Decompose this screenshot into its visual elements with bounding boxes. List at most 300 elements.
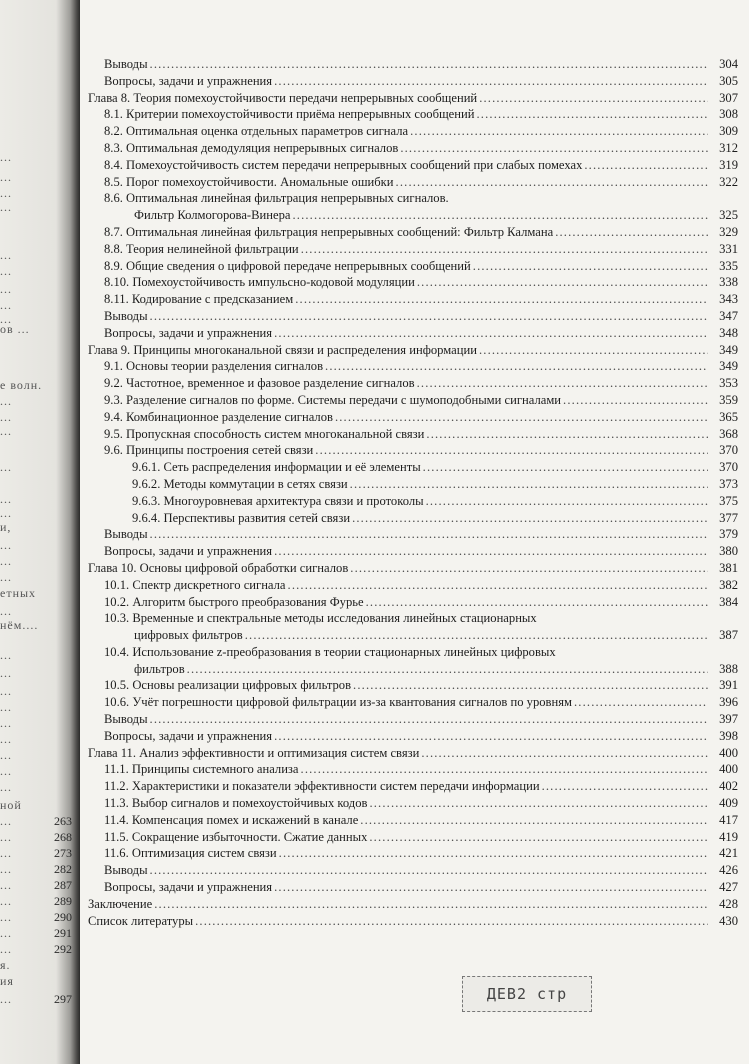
left-page-line bbox=[0, 460, 72, 474]
left-page-line-text: ... bbox=[0, 684, 12, 698]
toc-entry[interactable] bbox=[88, 274, 738, 291]
toc-leader-dots bbox=[473, 258, 708, 275]
toc-page-number: 396 bbox=[719, 695, 738, 710]
left-page-line bbox=[0, 716, 72, 730]
left-page-line-text: нём.... bbox=[0, 618, 39, 632]
left-page-line bbox=[0, 282, 72, 296]
left-page-line-text: ... bbox=[0, 830, 12, 844]
left-page-line-number: 273 bbox=[54, 846, 72, 860]
toc-entry-label: 9.6.4. Перспективы развития сетей связи bbox=[132, 510, 351, 525]
left-page-line bbox=[0, 958, 72, 972]
toc-leader-dots bbox=[410, 123, 708, 140]
toc-entry[interactable] bbox=[88, 358, 738, 375]
left-page-line bbox=[0, 862, 72, 876]
toc-page-number: 348 bbox=[719, 325, 738, 340]
toc-leader-dots bbox=[350, 560, 708, 577]
left-page-line-text: ... bbox=[0, 814, 12, 828]
toc-page-number: 304 bbox=[719, 57, 738, 71]
left-page-line-number: 268 bbox=[54, 830, 72, 844]
left-page-line bbox=[0, 798, 72, 812]
left-page-line bbox=[0, 128, 72, 142]
toc-page-number: 380 bbox=[719, 544, 738, 559]
toc-entry-label: 11.2. Характеристики и показатели эффективности систем передачи информации bbox=[104, 779, 540, 794]
left-page-line bbox=[0, 586, 72, 600]
left-page-line bbox=[0, 248, 72, 262]
toc-entry-label: 9.6.3. Многоуровневая архитектура связи и протоколы bbox=[132, 493, 424, 508]
toc-page-number: 421 bbox=[719, 846, 738, 861]
left-page-line-text: ... bbox=[0, 926, 12, 940]
toc-page-number: 329 bbox=[719, 224, 738, 239]
toc-leader-dots bbox=[350, 476, 708, 493]
toc-page-number: 373 bbox=[719, 476, 738, 491]
toc-page-number: 312 bbox=[719, 140, 738, 155]
left-page-line-text: ... bbox=[0, 910, 12, 924]
left-page-line-text: ... bbox=[0, 700, 12, 714]
toc-entry-label: Глава 9. Принципы многоканальной связи и распределения информации bbox=[88, 342, 477, 357]
toc-entry[interactable] bbox=[88, 73, 738, 90]
toc-entry-label: 11.5. Сокращение избыточности. Сжатие данных bbox=[104, 829, 368, 844]
toc-leader-dots bbox=[369, 829, 708, 846]
left-page-line-text: ... bbox=[0, 648, 12, 662]
toc-entry-label: Глава 10. Основы цифровой обработки сигналов bbox=[88, 560, 349, 575]
toc-entry[interactable] bbox=[88, 342, 738, 359]
left-page-line bbox=[0, 992, 72, 1006]
left-page-line-text: етных bbox=[0, 586, 37, 600]
left-page-line bbox=[0, 186, 72, 200]
toc-entry[interactable] bbox=[88, 459, 738, 476]
toc-entry[interactable] bbox=[88, 190, 738, 207]
toc-entry[interactable] bbox=[88, 896, 738, 913]
toc-leader-dots bbox=[584, 157, 708, 174]
left-page-line bbox=[0, 830, 72, 844]
toc-leader-dots bbox=[366, 594, 708, 611]
left-page-line bbox=[0, 814, 72, 828]
left-page-line-text: ... bbox=[0, 732, 12, 746]
toc-entry[interactable] bbox=[88, 795, 738, 812]
left-page-line bbox=[0, 846, 72, 860]
toc-leader-dots bbox=[274, 543, 708, 560]
toc-leader-dots bbox=[301, 241, 708, 258]
left-page-line bbox=[0, 506, 72, 520]
left-page-line-text: ... bbox=[0, 200, 12, 214]
toc-page-number: 365 bbox=[719, 409, 738, 424]
toc-page-number: 400 bbox=[719, 745, 738, 760]
left-page-line-text: ... bbox=[0, 570, 12, 584]
toc-entry-label: 8.7. Оптимальная линейная фильтрация непрерывных сообщений: Фильтр Калмана bbox=[104, 224, 554, 239]
toc-entry-label: 8.5. Порог помехоустойчивости. Аномальные ошибки bbox=[104, 174, 394, 189]
left-page-line bbox=[0, 424, 72, 438]
toc-entry-label: 11.1. Принципы системного анализа bbox=[104, 762, 299, 777]
left-page-line bbox=[0, 80, 72, 94]
left-page-line bbox=[0, 520, 72, 534]
toc-entry-label: Выводы bbox=[104, 712, 148, 727]
toc-page-number: 384 bbox=[719, 594, 738, 609]
left-page-line-text: ... bbox=[0, 248, 12, 262]
toc-entry[interactable] bbox=[88, 241, 738, 258]
left-page-line-text: ... bbox=[0, 942, 12, 956]
left-page-line bbox=[0, 780, 72, 794]
toc-leader-dots bbox=[360, 812, 708, 829]
toc-page-number: 377 bbox=[719, 510, 738, 525]
toc-entry[interactable] bbox=[88, 207, 738, 224]
toc-page-number: 398 bbox=[719, 728, 738, 743]
left-page-line bbox=[0, 554, 72, 568]
table-of-contents bbox=[88, 56, 738, 929]
toc-leader-dots bbox=[245, 627, 708, 644]
toc-page-number: 391 bbox=[719, 678, 738, 693]
toc-entry-label: 9.3. Разделение сигналов по форме. Системы передачи с шумоподобными сигналами bbox=[104, 392, 562, 407]
toc-entry-label: Выводы bbox=[104, 863, 148, 878]
toc-page-number: 338 bbox=[719, 275, 738, 290]
left-page-line-number: 292 bbox=[54, 942, 72, 956]
toc-entry[interactable] bbox=[88, 560, 738, 577]
left-page-line-text: ... bbox=[0, 264, 12, 278]
toc-entry-label: Выводы bbox=[104, 527, 148, 542]
left-page-line bbox=[0, 214, 72, 228]
toc-leader-dots bbox=[301, 761, 708, 778]
toc-page-number: 409 bbox=[719, 796, 738, 811]
toc-leader-dots bbox=[325, 358, 708, 375]
left-page-line bbox=[0, 942, 72, 956]
toc-entry[interactable] bbox=[88, 594, 738, 611]
left-page-line-text: ... bbox=[0, 780, 12, 794]
toc-leader-dots bbox=[477, 106, 709, 123]
left-page-line bbox=[0, 974, 72, 988]
toc-leader-dots bbox=[574, 694, 708, 711]
toc-page-number: 370 bbox=[719, 460, 738, 475]
toc-entry[interactable] bbox=[88, 224, 738, 241]
toc-entry-label: 10.1. Спектр дискретного сигнала bbox=[104, 577, 286, 592]
toc-entry-label: 10.6. Учёт погрешности цифровой фильтрации из-за квантования сигналов по уровням bbox=[104, 695, 572, 710]
toc-leader-dots bbox=[426, 426, 708, 443]
toc-entry-label: Глава 11. Анализ эффективности и оптимизация систем связи bbox=[88, 745, 420, 760]
left-page-line-text: ... bbox=[0, 312, 12, 326]
left-page-line-text: ... bbox=[0, 666, 12, 680]
left-page-line-text: ... bbox=[0, 170, 12, 184]
left-page-line-text: ... bbox=[0, 604, 12, 618]
left-page-line bbox=[0, 748, 72, 762]
left-page-line bbox=[0, 110, 72, 124]
left-page-line bbox=[0, 170, 72, 184]
toc-leader-dots bbox=[555, 224, 708, 241]
toc-entry-label: 9.5. Пропускная способность систем многоканальной связи bbox=[104, 426, 425, 441]
toc-entry[interactable] bbox=[88, 543, 738, 560]
left-page-line-text: ... bbox=[0, 460, 12, 474]
left-page-line-text: ... bbox=[0, 394, 12, 408]
toc-entry[interactable] bbox=[88, 845, 738, 862]
toc-entry[interactable] bbox=[88, 577, 738, 594]
toc-page-number: 428 bbox=[719, 896, 738, 911]
toc-entry[interactable] bbox=[88, 728, 738, 745]
left-page-line-text: ... bbox=[0, 538, 12, 552]
left-page-line bbox=[0, 926, 72, 940]
left-page-line-text: ... bbox=[0, 894, 12, 908]
toc-entry[interactable] bbox=[88, 308, 738, 325]
toc-entry[interactable] bbox=[88, 627, 738, 644]
toc-entry-label: 8.8. Теория нелинейной фильтрации bbox=[104, 241, 299, 256]
left-page-line bbox=[0, 298, 72, 312]
toc-entry[interactable] bbox=[88, 325, 738, 342]
toc-leader-dots bbox=[150, 308, 708, 325]
toc-entry[interactable] bbox=[88, 426, 738, 443]
left-page-line-text: ... bbox=[0, 862, 12, 876]
toc-page-number: 353 bbox=[719, 376, 738, 391]
toc-leader-dots bbox=[400, 140, 708, 157]
left-page-line-text: ... bbox=[0, 410, 12, 424]
toc-leader-dots bbox=[369, 795, 708, 812]
toc-entry-label: 8.6. Оптимальная линейная фильтрация непрерывных сигналов. bbox=[104, 191, 449, 206]
left-page-line bbox=[0, 910, 72, 924]
toc-entry-label: 9.6. Принципы построения сетей связи bbox=[104, 443, 314, 458]
toc-page-number: 426 bbox=[719, 863, 738, 878]
toc-entry-label: 8.2. Оптимальная оценка отдельных параметров сигнала bbox=[104, 124, 409, 139]
toc-leader-dots bbox=[274, 879, 708, 896]
left-page-line bbox=[0, 570, 72, 584]
toc-entry-label: 10.4. Использование z-преобразования в теории стационарных линейных цифровых bbox=[104, 644, 556, 659]
left-page-line-number: 282 bbox=[54, 862, 72, 876]
toc-entry[interactable] bbox=[88, 526, 738, 543]
left-page-line bbox=[0, 322, 72, 336]
toc-leader-dots bbox=[154, 896, 708, 913]
toc-leader-dots bbox=[353, 677, 708, 694]
left-page-line-text: ... bbox=[0, 878, 12, 892]
toc-page-number: 335 bbox=[719, 258, 738, 273]
toc-leader-dots bbox=[150, 56, 708, 73]
toc-page-number: 308 bbox=[719, 107, 738, 122]
toc-entry[interactable] bbox=[88, 644, 738, 661]
toc-entry-label: фильтров bbox=[134, 661, 185, 676]
toc-entry[interactable] bbox=[88, 90, 738, 107]
left-page-line bbox=[0, 492, 72, 506]
toc-entry[interactable] bbox=[88, 761, 738, 778]
toc-leader-dots bbox=[279, 845, 708, 862]
toc-entry[interactable] bbox=[88, 711, 738, 728]
toc-entry-label: 10.3. Временные и спектральные методы исследования линейных стационарных bbox=[104, 611, 537, 626]
toc-page-number: 307 bbox=[719, 90, 738, 105]
toc-entry[interactable] bbox=[88, 123, 738, 140]
toc-page-number: 349 bbox=[719, 359, 738, 374]
left-page-line bbox=[0, 394, 72, 408]
toc-entry[interactable] bbox=[88, 106, 738, 123]
toc-entry-label: Вопросы, задачи и упражнения bbox=[104, 544, 273, 559]
toc-entry-label: 9.6.1. Сеть распределения информации и её элементы bbox=[132, 460, 421, 475]
toc-leader-dots bbox=[315, 442, 708, 459]
toc-entry[interactable] bbox=[88, 661, 738, 678]
toc-entry-label: 11.6. Оптимизация систем связи bbox=[104, 846, 277, 861]
toc-leader-dots bbox=[542, 778, 708, 795]
toc-page-number: 397 bbox=[719, 712, 738, 727]
toc-leader-dots bbox=[274, 728, 708, 745]
left-page-line bbox=[0, 40, 72, 54]
toc-entry[interactable] bbox=[88, 476, 738, 493]
toc-page-number: 370 bbox=[719, 443, 738, 458]
toc-page-number: 349 bbox=[719, 342, 738, 357]
left-page-line bbox=[0, 666, 72, 680]
toc-page-number: 382 bbox=[719, 577, 738, 592]
toc-page-number: 322 bbox=[719, 174, 738, 189]
toc-page-number: 331 bbox=[719, 241, 738, 256]
toc-leader-dots bbox=[563, 392, 708, 409]
left-page-line bbox=[0, 604, 72, 618]
left-page-line-number: 263 bbox=[54, 814, 72, 828]
toc-entry[interactable] bbox=[88, 778, 738, 795]
left-page-line-text: ... bbox=[0, 150, 12, 164]
toc-leader-dots bbox=[274, 325, 708, 342]
toc-entry[interactable] bbox=[88, 510, 738, 527]
left-page-line bbox=[0, 410, 72, 424]
toc-entry-label: Заключение bbox=[88, 896, 153, 911]
toc-leader-dots bbox=[423, 459, 708, 476]
left-page-line-text: я. bbox=[0, 958, 11, 972]
toc-entry-label: Глава 8. Теория помехоустойчивости передачи непрерывных сообщений bbox=[88, 90, 478, 105]
left-page-line-text: ов ... bbox=[0, 322, 30, 336]
toc-entry-label: 9.4. Комбинационное разделение сигналов bbox=[104, 409, 333, 424]
toc-entry-label: Вопросы, задачи и упражнения bbox=[104, 880, 273, 895]
toc-page-number: 347 bbox=[719, 308, 738, 323]
left-page-line-number: 297 bbox=[54, 992, 72, 1006]
toc-entry[interactable] bbox=[88, 913, 738, 930]
left-page-line bbox=[0, 894, 72, 908]
left-page-line-text: ... bbox=[0, 554, 12, 568]
toc-entry-label: 9.1. Основы теории разделения сигналов bbox=[104, 359, 324, 374]
toc-leader-dots bbox=[417, 375, 708, 392]
toc-page-number: 325 bbox=[719, 208, 738, 223]
left-page-line bbox=[0, 538, 72, 552]
toc-entry-label: Список литературы bbox=[88, 913, 194, 928]
left-page-line-text: ... bbox=[0, 764, 12, 778]
toc-entry[interactable] bbox=[88, 677, 738, 694]
toc-entry-label: 8.11. Кодирование с предсказанием bbox=[104, 292, 294, 307]
left-page-line bbox=[0, 878, 72, 892]
toc-page-number: 419 bbox=[719, 829, 738, 844]
toc-entry[interactable] bbox=[88, 862, 738, 879]
toc-page-number: 381 bbox=[719, 560, 738, 575]
toc-page-number: 430 bbox=[719, 913, 738, 928]
toc-entry[interactable] bbox=[88, 829, 738, 846]
toc-entry[interactable] bbox=[88, 291, 738, 308]
toc-page-number: 319 bbox=[719, 157, 738, 172]
toc-entry[interactable] bbox=[88, 812, 738, 829]
toc-leader-dots bbox=[396, 174, 708, 191]
left-page-line-text: ... bbox=[0, 298, 12, 312]
toc-entry[interactable] bbox=[88, 157, 738, 174]
toc-leader-dots bbox=[187, 661, 708, 678]
left-page-line-text: ... bbox=[0, 748, 12, 762]
toc-page-number: 387 bbox=[719, 628, 738, 643]
left-page-line bbox=[0, 764, 72, 778]
toc-entry-label: 8.3. Оптимальная демодуляция непрерывных сигналов bbox=[104, 140, 399, 155]
left-page-line-number: 287 bbox=[54, 878, 72, 892]
left-page-line-text: и, bbox=[0, 520, 12, 534]
toc-entry-label: 9.6.2. Методы коммутации в сетях связи bbox=[132, 476, 348, 491]
left-page-line-number: 289 bbox=[54, 894, 72, 908]
left-page-line-number: 291 bbox=[54, 926, 72, 940]
toc-leader-dots bbox=[292, 207, 708, 224]
toc-entry-label: 10.5. Основы реализации цифровых фильтров bbox=[104, 678, 352, 693]
toc-page-number: 343 bbox=[719, 292, 738, 307]
toc-entry[interactable] bbox=[88, 140, 738, 157]
left-page-line-text: ... bbox=[0, 846, 12, 860]
toc-page-number: 359 bbox=[719, 392, 738, 407]
toc-entry[interactable] bbox=[88, 879, 738, 896]
left-page-line-text: ... bbox=[0, 492, 12, 506]
toc-page-number: 309 bbox=[719, 124, 738, 139]
toc-entry[interactable] bbox=[88, 392, 738, 409]
left-page-line bbox=[0, 732, 72, 746]
left-page-line bbox=[0, 618, 72, 632]
toc-entry[interactable] bbox=[88, 409, 738, 426]
toc-entry-label: 11.3. Выбор сигналов и помехоустойчивых кодов bbox=[104, 796, 368, 811]
toc-leader-dots bbox=[479, 90, 708, 107]
toc-entry-label: 10.2. Алгоритм быстрого преобразования Фурье bbox=[104, 594, 364, 609]
toc-entry-label: 8.1. Критерии помехоустойчивости приёма непрерывных сообщений bbox=[104, 107, 475, 122]
left-page-line bbox=[0, 684, 72, 698]
toc-entry[interactable] bbox=[88, 493, 738, 510]
left-page-line bbox=[0, 264, 72, 278]
left-page-line bbox=[0, 648, 72, 662]
toc-leader-dots bbox=[195, 913, 708, 930]
left-page-line-text: ... bbox=[0, 282, 12, 296]
left-page-line-text: ия bbox=[0, 974, 14, 988]
left-page-line-text: е волн. bbox=[0, 378, 43, 392]
toc-entry-label: Вопросы, задачи и упражнения bbox=[104, 73, 273, 88]
left-page-line-text: ... bbox=[0, 716, 12, 730]
toc-page-number: 417 bbox=[719, 812, 738, 827]
toc-entry-label: Вопросы, задачи и упражнения bbox=[104, 728, 273, 743]
toc-page-number: 427 bbox=[719, 880, 738, 895]
toc-page-number: 368 bbox=[719, 426, 738, 441]
left-page-line bbox=[0, 200, 72, 214]
toc-page-number: 388 bbox=[719, 661, 738, 676]
toc-leader-dots bbox=[274, 73, 708, 90]
left-page-line-text: ... bbox=[0, 992, 12, 1006]
toc-entry[interactable] bbox=[88, 375, 738, 392]
toc-entry-label: 11.4. Компенсация помех и искажений в канале bbox=[104, 812, 359, 827]
toc-page-number: 375 bbox=[719, 493, 738, 508]
left-page-line bbox=[0, 150, 72, 164]
toc-leader-dots bbox=[288, 577, 708, 594]
left-page-line-number: 290 bbox=[54, 910, 72, 924]
toc-leader-dots bbox=[479, 342, 708, 359]
toc-leader-dots bbox=[150, 862, 708, 879]
toc-entry[interactable] bbox=[88, 174, 738, 191]
toc-entry-label: Фильтр Колмогорова-Винера bbox=[134, 208, 291, 223]
toc-entry[interactable] bbox=[88, 56, 738, 73]
left-page-line bbox=[0, 700, 72, 714]
toc-entry[interactable] bbox=[88, 745, 738, 762]
toc-entry-label: Выводы bbox=[104, 57, 148, 71]
left-page-line bbox=[0, 60, 72, 74]
toc-entry[interactable] bbox=[88, 610, 738, 627]
toc-entry-label: Выводы bbox=[104, 308, 148, 323]
toc-page-number: 400 bbox=[719, 762, 738, 777]
toc-leader-dots bbox=[335, 409, 708, 426]
toc-entry-label: 8.4. Помехоустойчивость систем передачи непрерывных сообщений при слабых помехах bbox=[104, 157, 583, 172]
toc-page-number: 305 bbox=[719, 73, 738, 88]
left-page-line bbox=[0, 378, 72, 392]
toc-entry[interactable] bbox=[88, 258, 738, 275]
library-stamp: ДЕВ2 стр bbox=[462, 976, 592, 1012]
left-page-line-text: ... bbox=[0, 506, 12, 520]
toc-leader-dots bbox=[352, 510, 708, 527]
toc-entry[interactable] bbox=[88, 442, 738, 459]
toc-entry-label: 8.10. Помехоустойчивость импульсно-кодовой модуляции bbox=[104, 275, 415, 290]
left-page-line-text: ной bbox=[0, 798, 22, 812]
toc-leader-dots bbox=[417, 274, 708, 291]
toc-entry-label: 8.9. Общие сведения о цифровой передаче непрерывных сообщений bbox=[104, 258, 471, 273]
toc-entry[interactable] bbox=[88, 694, 738, 711]
toc-leader-dots bbox=[150, 526, 708, 543]
